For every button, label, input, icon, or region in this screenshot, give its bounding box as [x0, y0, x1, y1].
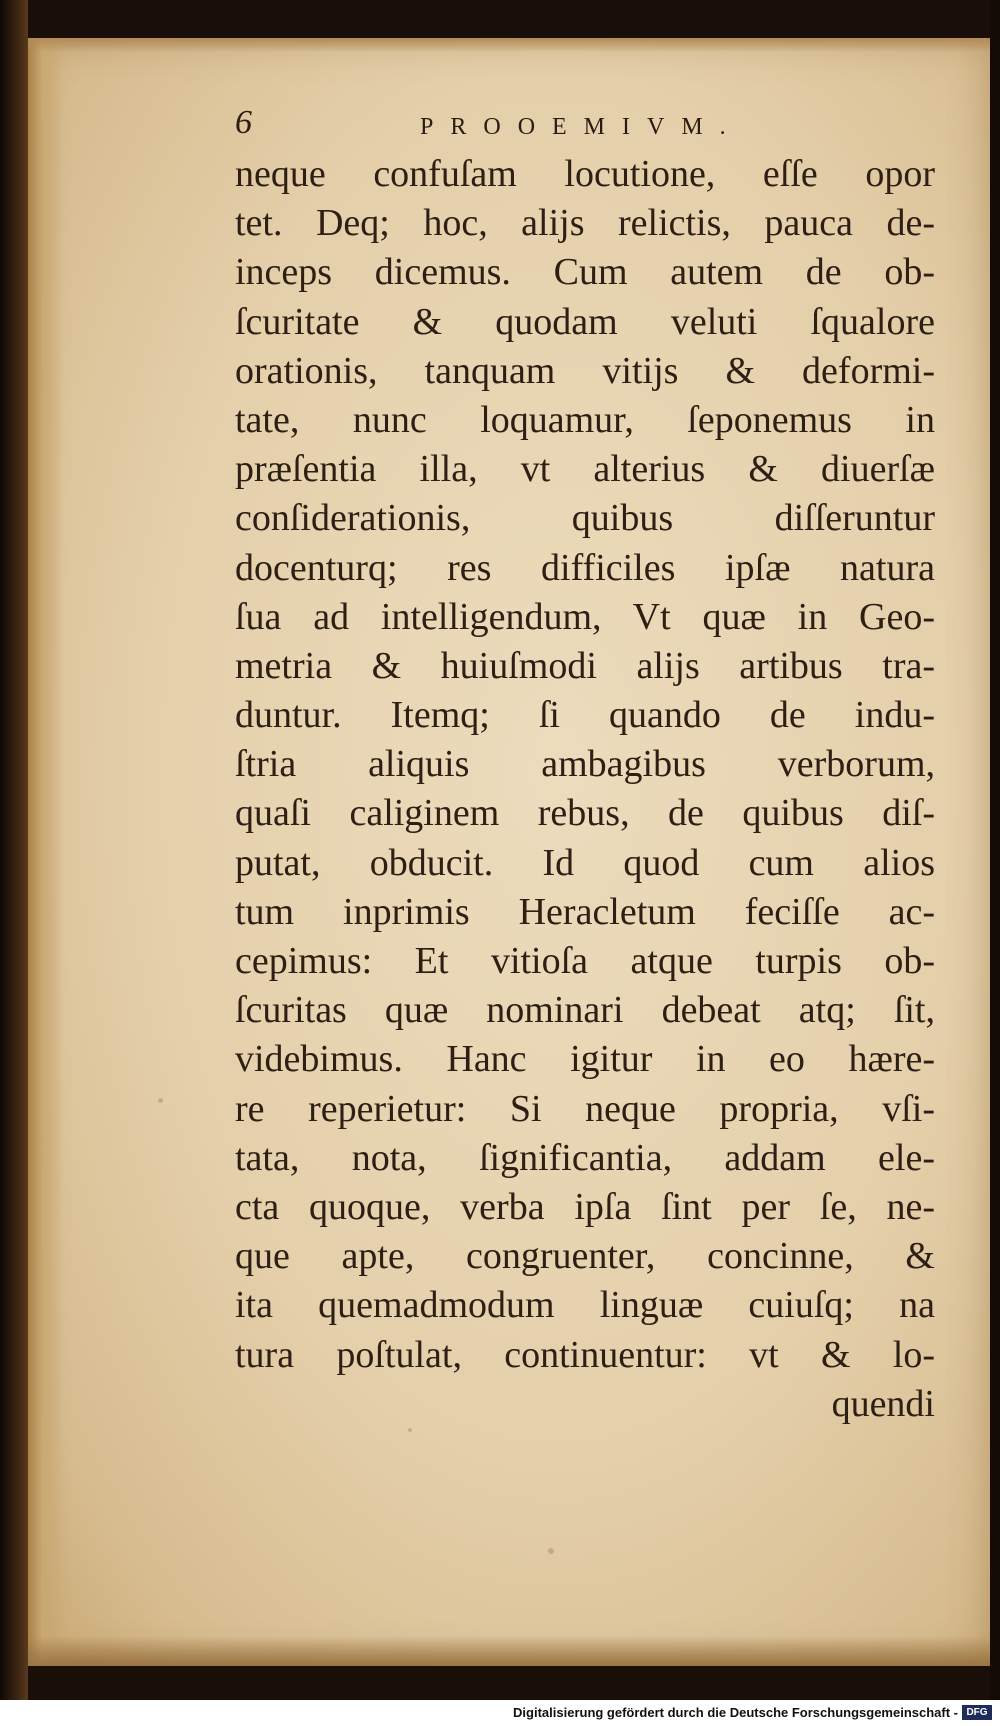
page-edge-shadow [28, 38, 64, 1666]
text-line: tet. Deq; hoc, alijs relictis, pauca de- [235, 202, 935, 245]
text-line: ſcuritate & quodam veluti ſqualore [235, 300, 935, 343]
text-line: ſtria aliquis ambagibus verborum, [235, 743, 935, 786]
text-line: ita quemadmodum linguæ cuiuſq; na [235, 1284, 935, 1327]
text-line: que apte, congruenter, concinne, & [235, 1235, 935, 1278]
page-number: 6 [235, 104, 252, 141]
text-line: tura poſtulat, continuentur: vt & lo- [235, 1333, 935, 1376]
text-line: inceps dicemus. Cum autem de ob- [235, 251, 935, 294]
running-title: PROOEMIVM. [420, 114, 743, 140]
text-line: præſentia illa, vt alterius & diuerſæ [235, 448, 935, 491]
page-top-shadow [28, 38, 990, 52]
text-line: docenturq; res difficiles ipſæ natura [235, 546, 935, 589]
scan-edge [990, 0, 1000, 1700]
paper-spot [548, 1548, 554, 1554]
text-line: ſua ad intelligendum, Vt quæ in Geo- [235, 595, 935, 638]
text-line: tata, nota, ſignificantia, addam ele- [235, 1136, 935, 1179]
dfg-logo: DFG [962, 1705, 992, 1720]
text-line: videbimus. Hanc igitur in eo hære- [235, 1038, 935, 1081]
text-line: duntur. Itemq; ſi quando de indu- [235, 694, 935, 737]
text-line: re reperietur: Si neque propria, vſi- [235, 1087, 935, 1130]
page-header [235, 104, 835, 152]
footer-bar [0, 1700, 1000, 1726]
text-line: putat, obducit. Id quod cum alios [235, 841, 935, 884]
text-line: tate, nunc loquamur, ſeponemus in [235, 398, 935, 441]
funding-credit: Digitalisierung gefördert durch die Deutsche Forschungsgemeinschaft - [513, 1705, 958, 1720]
text-line: tum inprimis Heracletum feciſſe ac- [235, 890, 935, 933]
text-line: quaſi caliginem rebus, de quibus diſ- [235, 792, 935, 835]
text-line: cta quoque, verba ipſa ſint per ſe, ne- [235, 1185, 935, 1228]
body-text [235, 150, 935, 1429]
catchword: quendi [831, 1382, 935, 1425]
paper-spot [158, 1098, 163, 1103]
page-bottom-shadow [28, 1636, 990, 1666]
text-line: ſcuritas quæ nominari debeat atq; ſit, [235, 989, 935, 1032]
book-spine [0, 0, 28, 1700]
text-line: metria & huiuſmodi alijs artibus tra- [235, 644, 935, 687]
text-line: cepimus: Et vitioſa atque turpis ob- [235, 940, 935, 982]
text-line: conſiderationis, quibus diſſeruntur [235, 497, 935, 540]
text-line: orationis, tanquam vitijs & deformi- [235, 349, 935, 392]
text-line: neque confuſam locutione, eſſe opor [235, 153, 935, 195]
